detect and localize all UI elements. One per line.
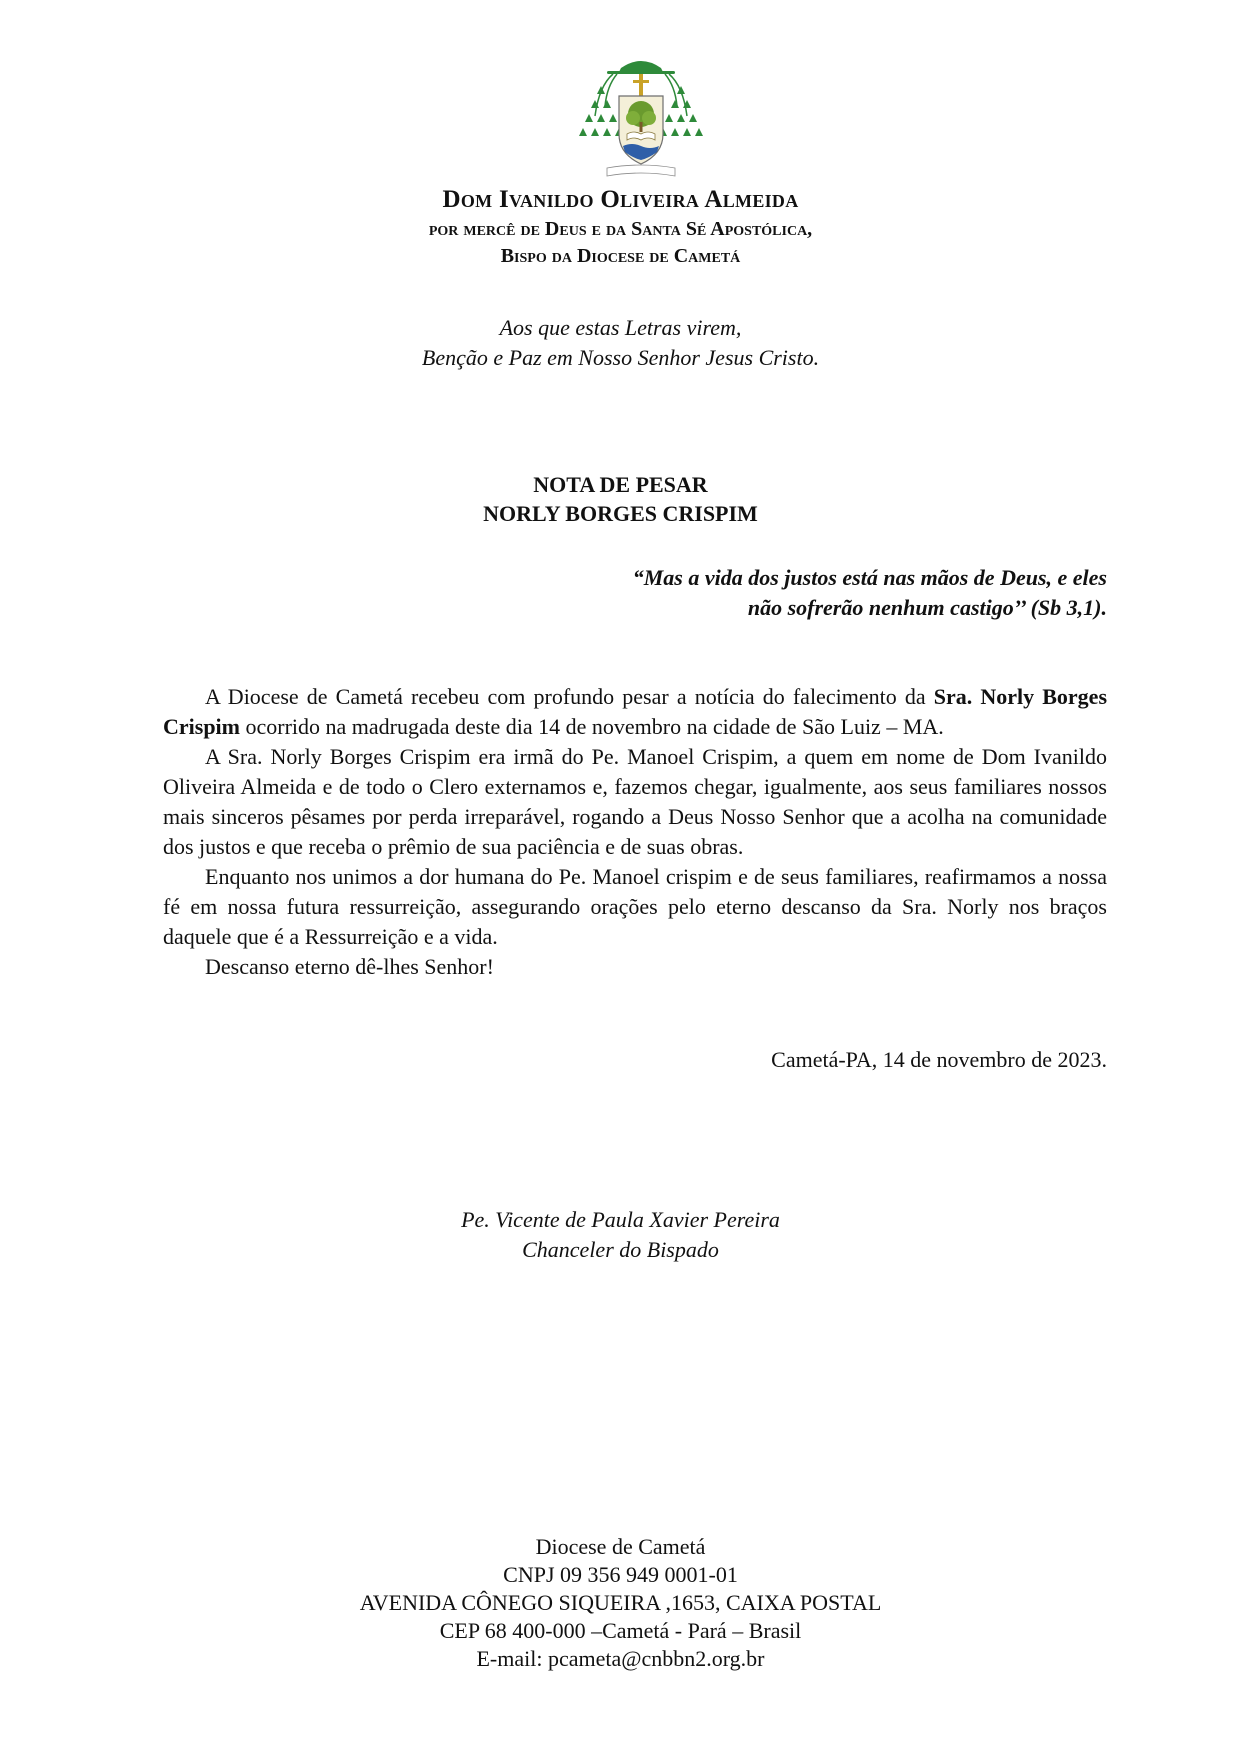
footer-line-1: Diocese de Cametá	[535, 1534, 706, 1559]
paragraph-4: Descanso eterno dê-lhes Senhor!	[205, 954, 494, 979]
coat-of-arms-logo	[577, 56, 705, 184]
footer-line-4: CEP 68 400-000 –Cametá - Pará – Brasil	[439, 1618, 802, 1643]
signature-block	[0, 1205, 1241, 1265]
footer-line-2: CNPJ 09 356 949 0001-01	[503, 1562, 738, 1587]
epigraph-line-2: não sofrerão nenhum castigo’’ (Sb 3,1).	[747, 595, 1107, 620]
footer-line-3: AVENIDA CÔNEGO SIQUEIRA ,1653, CAIXA POSTAL	[359, 1590, 882, 1615]
signatory-name: Pe. Vicente de Paula Xavier Pereira	[461, 1207, 780, 1232]
paragraph-1-end: ocorrido na madrugada deste dia 14 de novembro na cidade de São Luiz – MA.	[240, 714, 944, 739]
title-line-2: NORLY BORGES CRISPIM	[483, 501, 758, 526]
title-line-1: NOTA DE PESAR	[533, 472, 708, 497]
letter-body	[163, 682, 1107, 982]
paragraph-1	[163, 682, 1107, 742]
greeting-line-2: Benção e Paz em Nosso Senhor Jesus Cristo.	[421, 345, 820, 370]
greeting	[0, 313, 1241, 373]
bishop-header	[0, 186, 1241, 268]
footer-email: E-mail: pcameta@cnbbn2.org.br	[476, 1646, 765, 1671]
epigraph-line-1: “Mas a vida dos justos está nas mãos de Deus, e eles	[632, 565, 1107, 590]
paragraph-1-start: A Diocese de Cametá recebeu com profundo pesar a notícia do falecimento da	[205, 684, 934, 709]
epigraph-quote	[407, 563, 1107, 623]
bishop-title-line: por mercê de Deus e da Santa Sé Apostólica,	[428, 218, 813, 240]
paragraph-2: A Sra. Norly Borges Crispim era irmã do Pe. Manoel Crispim, a quem em nome de Dom Ivanildo Oliveira Almeida e de todo o Clero externamos e, fazemos chegar, igualmente, aos seus familiares nossos mais sinceros pêsames por perda irreparável, rogando a Deus Nosso Senhor que a acolha na comunidade dos justos e que receba o prêmio de sua paciência e de suas obras.	[163, 744, 1107, 859]
footer-address	[0, 1533, 1241, 1673]
place-date: Cametá-PA, 14 de novembro de 2023.	[771, 1047, 1107, 1072]
deceased-name: Sra. Norly Borges Crispim	[163, 684, 1108, 739]
signatory-role: Chanceler do Bispado	[522, 1237, 719, 1262]
diocese-title-line: Bispo da Diocese de Cametá	[500, 245, 741, 267]
paragraph-3: Enquanto nos unimos a dor humana do Pe. Manoel crispim e de seus familiares, reafirmamos a nossa fé em nossa futura ressurreição, assegurando orações pelo eterno descanso da Sra. Norly nos braços daquele que é a Ressurreição e a vida.	[163, 864, 1107, 949]
bishop-name: Dom Ivanildo Oliveira Almeida	[442, 186, 799, 213]
document-title	[0, 470, 1241, 528]
greeting-line-1: Aos que estas Letras virem,	[499, 315, 742, 340]
